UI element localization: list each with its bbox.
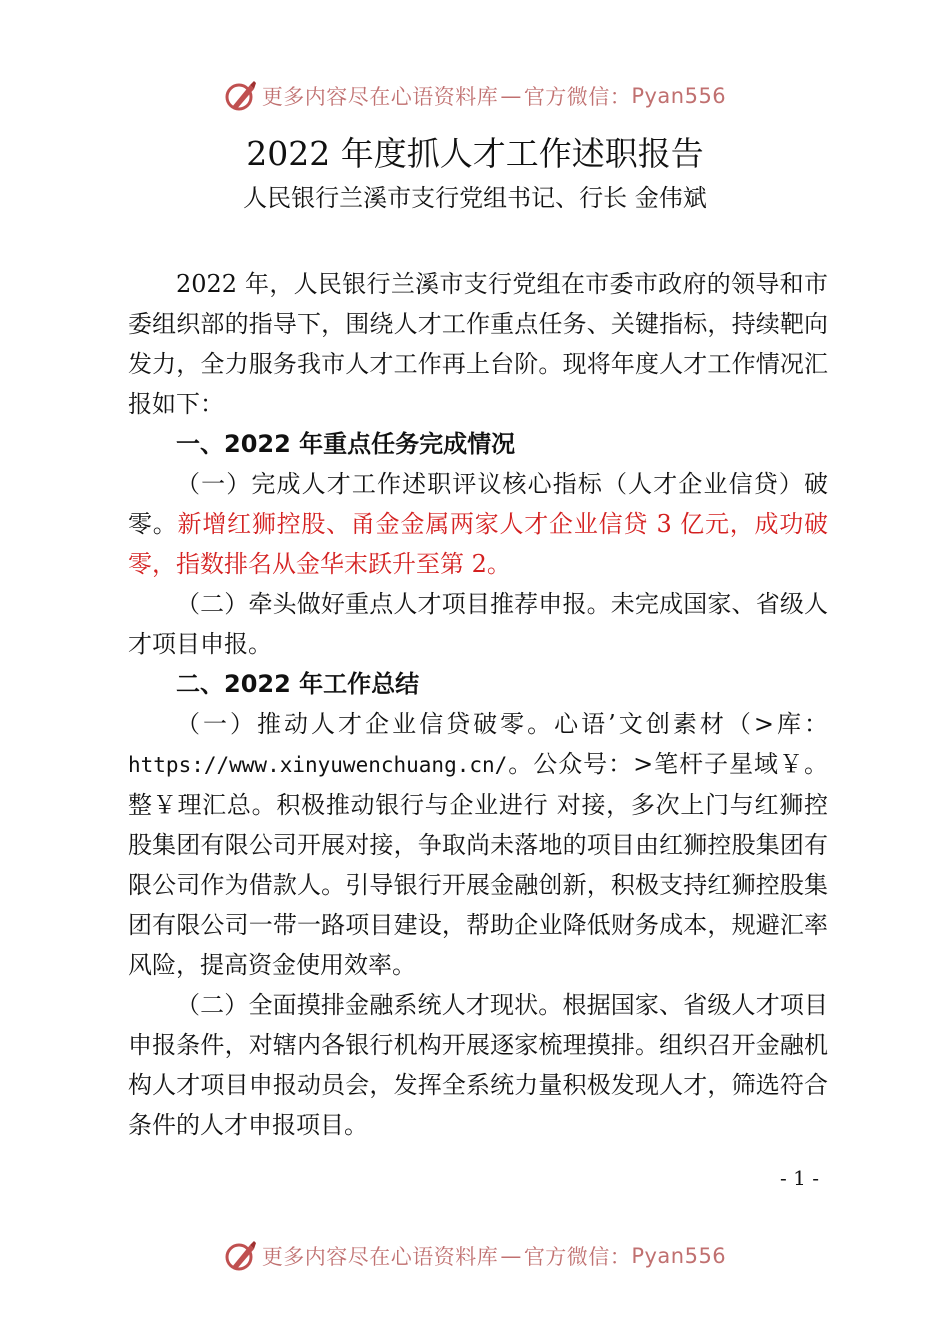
section1-item1-highlight: 新增红狮控股、甬金金属两家人才企业信贷 3 亿元，成功破零，指数排名从金华末跃升至第 2。 (128, 510, 829, 578)
page-number: - 1 - (780, 1166, 819, 1190)
footer-watermark-banner (0, 1234, 950, 1278)
fountain-pen-logo-icon (224, 79, 258, 113)
document-title: 2022 年度抓人才工作述职报告 (246, 134, 704, 173)
section2-item1-url: https://www.xinyuwenchuang.cn/ (128, 753, 508, 777)
banner-wechat-label: 官方微信： (523, 85, 632, 109)
section2-item1-text-b: 。公众号：>笔杆子星域￥。整￥理汇总。积极推动银行与企业进行 对接，多次上门与红狮控股集团有限公司开展对接，争取尚未落地的项目由红狮控股集团有限公司作为借款人。引导银行开展金融创新，积极支持红狮控股集团有限公司一带一路项目建设，帮助企业降低财务成本，规避汇率风险，提高资金使用效率。 (128, 750, 828, 979)
header-watermark-banner (0, 74, 950, 118)
document-subtitle: 人民银行兰溪市支行党组书记、行长 金伟斌 (243, 184, 707, 212)
banner-wechat-id: Pyan556 (631, 84, 727, 108)
banner-dash: — (500, 1244, 522, 1268)
section1-item1 (128, 464, 828, 584)
section-heading-2: 二、2022 年工作总结 (176, 670, 420, 698)
section2-item2: （二）全面摸排金融系统人才现状。根据国家、省级人才项目申报条件，对辖内各银行机构开展逐家梳理摸排。组织召开金融机构人才项目申报动员会，发挥全系统力量积极发现人才，筛选符合条件的人才申报项目。 (128, 991, 828, 1139)
section2-item1 (128, 704, 828, 985)
banner-dash: — (500, 84, 522, 108)
banner-text: 更多内容尽在心语资料库 (261, 1245, 499, 1269)
section1-item1-text: （一）完成人才工作述职评议核心指标（人才企业信贷）破零。 (128, 470, 828, 538)
section1-item2: （二）牵头做好重点人才项目推荐申报。未完成国家、省级人才项目申报。 (128, 590, 828, 658)
section2-item1-text-a: （一）推动人才企业信贷破零。心语’文创素材（>库： (176, 710, 828, 738)
document-body (128, 264, 828, 1145)
intro-paragraph: 2022 年，人民银行兰溪市支行党组在市委市政府的领导和市委组织部的指导下，围绕人才工作重点任务、关键指标，持续靶向发力，全力服务我市人才工作再上台阶。现将年度人才工作情况汇报如下： (128, 270, 828, 418)
banner-wechat-label: 官方微信： (523, 1245, 632, 1269)
fountain-pen-logo-icon (224, 1239, 258, 1273)
section-heading-1: 一、2022 年重点任务完成情况 (176, 430, 516, 458)
banner-text: 更多内容尽在心语资料库 (261, 85, 499, 109)
banner-wechat-id: Pyan556 (631, 1244, 727, 1268)
